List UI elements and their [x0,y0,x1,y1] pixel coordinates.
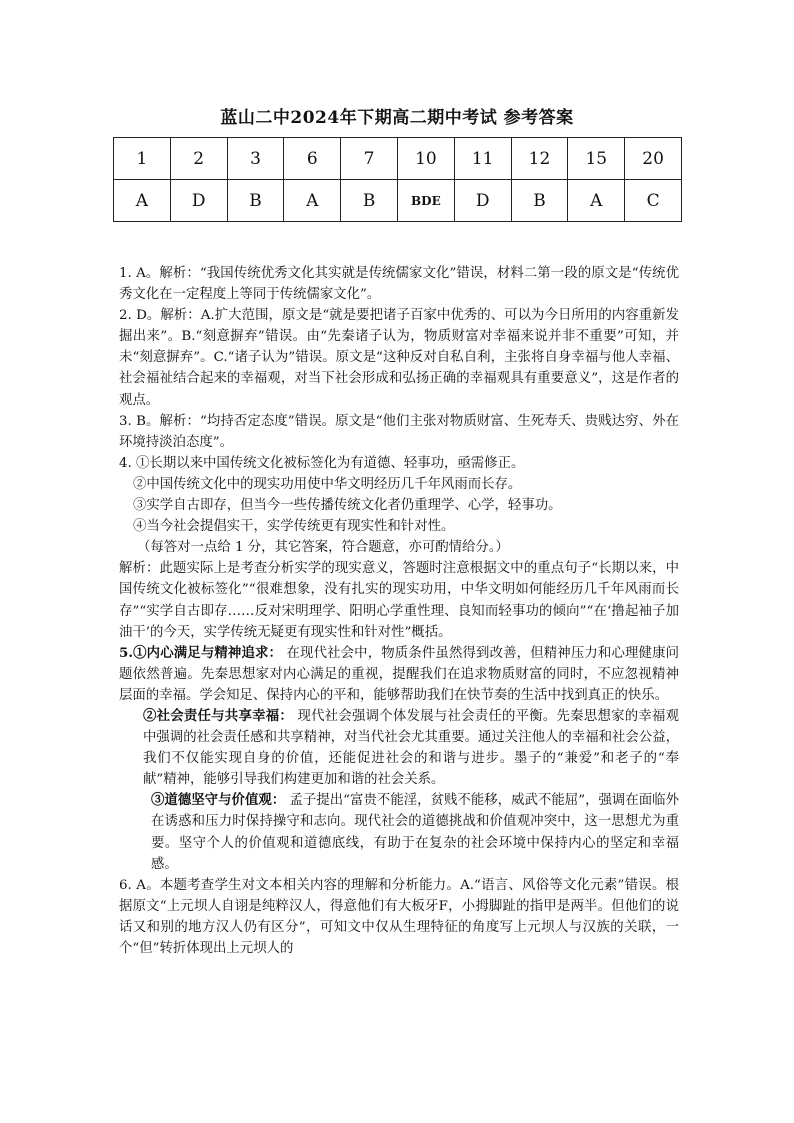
answer-cell: B [341,180,398,222]
explanation-q3: 3. B。解析：“均持否定态度”错误。原文是“他们主张对物质财富、生死寿夭、贵贱达穷、外在环境持淡泊态度”。 [119,413,679,450]
explanation-q1: 1. A。解析：“我国传统优秀文化其实就是传统儒家文化”错误，材料二第一段的原文是“传统优秀文化在一定程度上等同于传统儒家文化”。 [119,266,679,303]
answer-cell: A [568,180,625,222]
q5-heading-3: ③道德坚守与价值观： [151,792,286,809]
q5-text-3: 孟子提出“富贵不能淫，贫贱不能移，威武不能屈”，强调在面临外在诱惑和压力时保持操守和志向。现代社会的道德挑战和价值观冲突中，这一思想尤为重要。坚守个人的价值观和道德底线，有助于在复杂的社会环境中保持内心的坚定和幸福感。 [151,793,679,872]
question-number-cell: 11 [454,138,511,180]
answer-cell: A [284,180,341,222]
question-number-cell: 15 [568,138,625,180]
answer-cell: B [227,180,284,222]
explanations-body [119,263,679,959]
explanation-q4-point3: ③实学自古即存，但当今一些传播传统文化者仍重理学、心学，轻事功。 [133,498,562,514]
explanation-q6: 6. A。本题考查学生对文本相关内容的理解和分析能力。A.“语言、风俗等文化元素”错误。根据原文“上元坝人自诩是纯粹汉人，得意他们有大板牙F，小拇脚趾的指甲是两半。但他们的说话又和别的地方汉人仍有区分”，可知文中仅从生理特征的角度写上元坝人与汉族的关联，一个“但”转折体现出上元坝人的 [119,877,679,956]
question-number-cell: 7 [341,138,398,180]
question-number-cell: 1 [114,138,171,180]
explanation-q4-point1: 4. ①长期以来中国传统文化被标签化为有道德、轻事功，亟需修正。 [119,455,525,471]
explanation-q4-point2: ②中国传统文化中的现实功用使中华文明经历几千年风雨而长存。 [133,476,522,492]
answer-cell: C [625,180,682,222]
explanation-q5-point2 [119,706,679,790]
page-title: 蓝山二中2024年下期高二期中考试 参考答案 [220,108,574,128]
explanation-q4-point4: ④当今社会提倡实干，实学传统更有现实性和针对性。 [133,519,455,535]
answer-cell: B [511,180,568,222]
question-number-row [114,138,682,180]
explanation-q5-point1 [119,643,679,706]
question-number-cell: 10 [397,138,454,180]
answer-table [113,137,682,222]
question-number-cell: 3 [227,138,284,180]
answer-cell: BDE [397,180,454,222]
answer-row [114,180,682,222]
question-number-cell: 20 [625,138,682,180]
question-number-cell: 2 [170,138,227,180]
q5-text-2: 现代社会强调个体发展与社会责任的平衡。先秦思想家的幸福观中强调的社会责任感和共享精神，对当代社会尤其重要。通过关注他人的幸福和社会公益，我们不仅能实现自身的价值，还能促进社会的和谐与进步。墨子的“兼爱”和老子的“奉献”精神，能够引导我们构建更加和谐的社会关系。 [143,708,680,788]
explanation-q4-analysis: 解析：此题实际上是考查分析实学的现实意义，答题时注意根据文中的重点句子“长期以来，中国传统文化被标签化”“很难想象，没有扎实的现实功用，中华文明如何能经历几千年风雨而长存”“实学自古即存……反对宋明理学、阳明心学重性理、良知而轻事功的倾向”“在‘撸起袖子加油干’的今天，实学传统无疑更有现实性和针对性”概括。 [119,561,679,640]
q5-text-1: 在现代社会中，物质条件虽然得到改善，但精神压力和心理健康问题依然普遍。先秦思想家对内心满足的重视，提醒我们在追求物质财富的同时，不应忽视精神层面的幸福。学会知足、保持内心的平和，能够帮助我们在快节奏的生活中找到真正的快乐。 [119,645,679,703]
explanation-q5-point3 [119,790,679,874]
explanation-q2: 2. D。解析：A.扩大范围，原文是“就是要把诸子百家中优秀的、可以为今日所用的内容重新发掘出来”。B.“刻意摒弃”错误。由“先秦诸子认为，物质财富对幸福来说并非不重要”可知，并未“刻意摒弃”。C.“诸子认为”错误。原文是“这种反对自私自利，主张将自身幸福与他人幸福、社会福祉结合起来的幸福观，对当下社会形成和弘扬正确的幸福观具有重要意义”，这是作者的观点。 [119,308,679,408]
answer-cell: A [114,180,171,222]
answer-cell: D [454,180,511,222]
q5-heading-1: 5.①内心满足与精神追求： [119,644,283,661]
q5-heading-2: ②社会责任与共享幸福： [143,707,293,724]
question-number-cell: 12 [511,138,568,180]
answer-cell: D [170,180,227,222]
explanation-q4-scoring: （每答对一点给 1 分，其它答案，符合题意，亦可酌情给分。） [137,540,509,556]
question-number-cell: 6 [284,138,341,180]
